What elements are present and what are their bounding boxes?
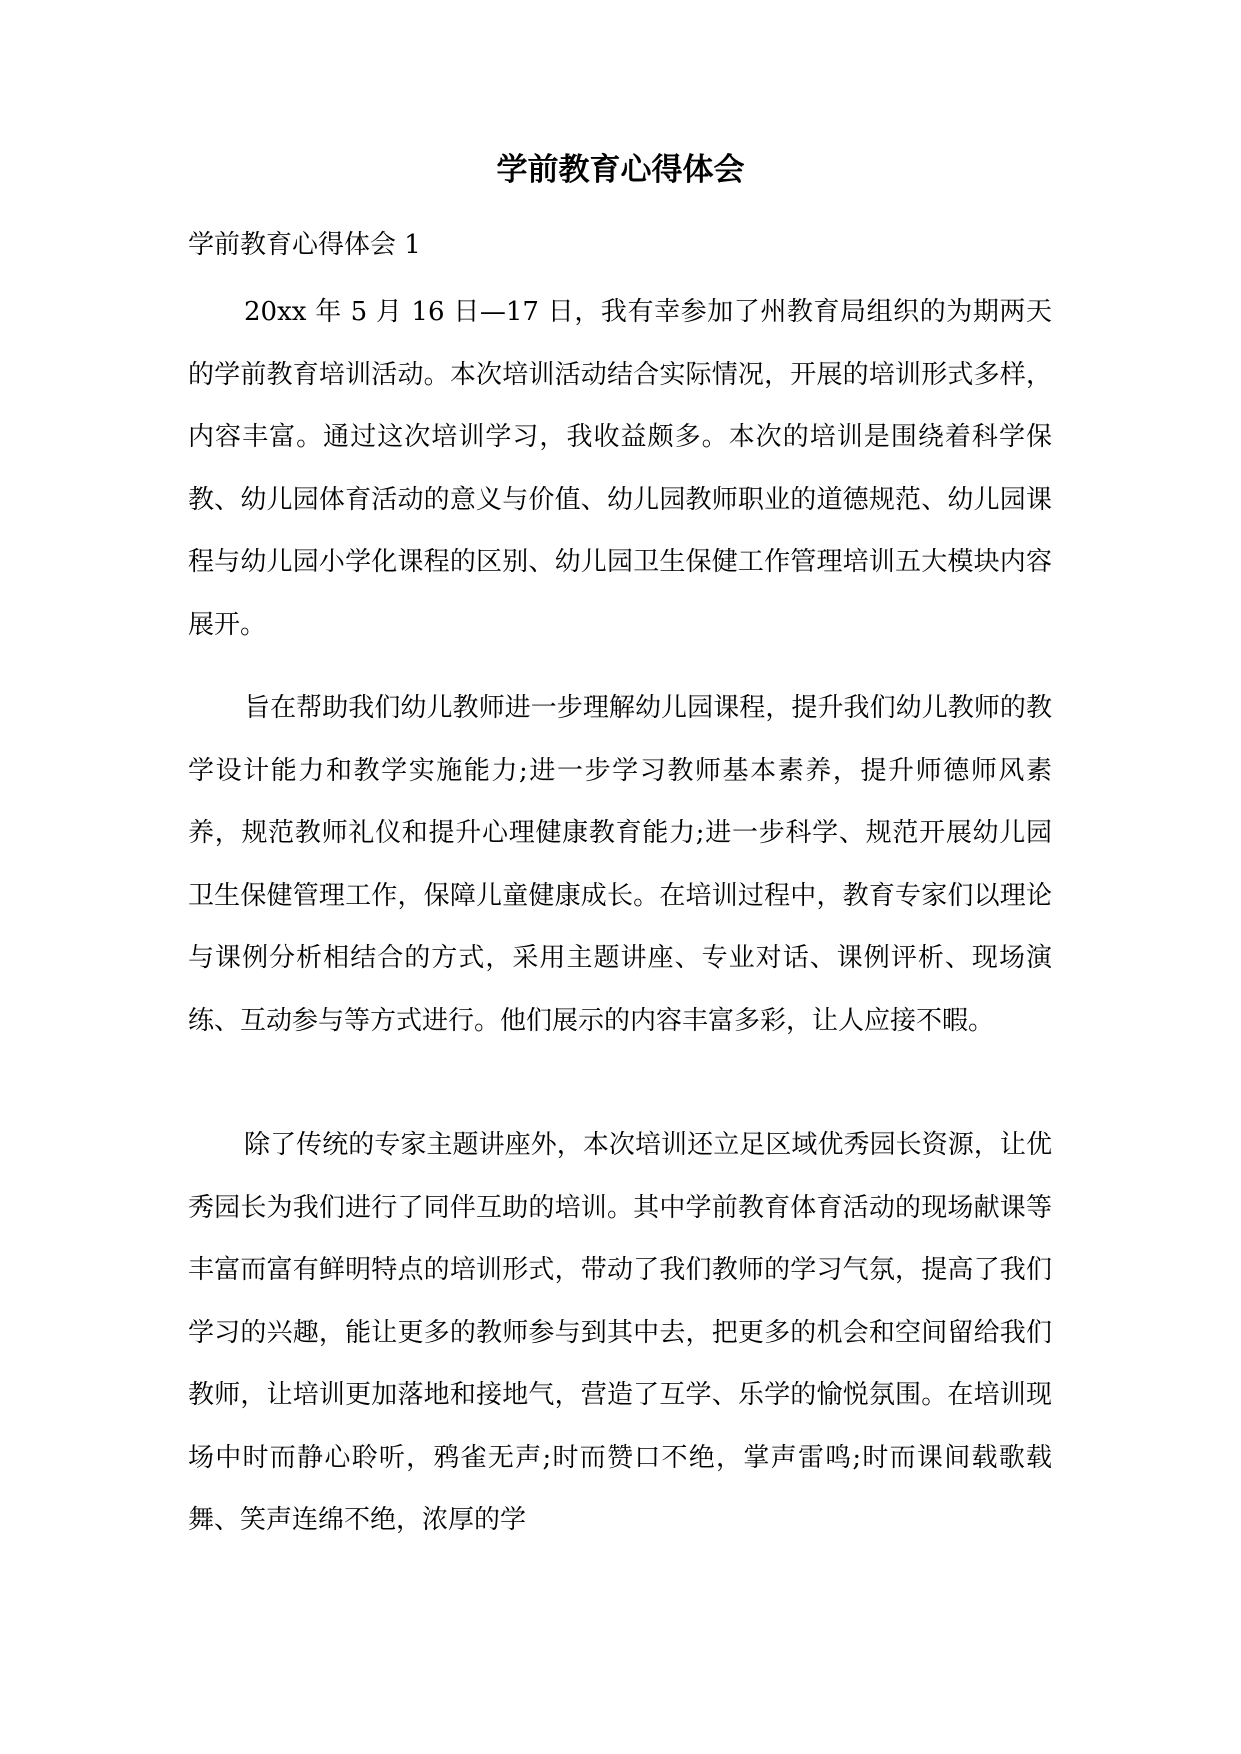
- section-heading: 学前教育心得体会 1: [188, 230, 421, 260]
- document-title: 学前教育心得体会: [496, 152, 745, 188]
- paragraph-2: 旨在帮助我们幼儿教师进一步理解幼儿园课程，提升我们幼儿教师的教学设计能力和教学实施能力;进一步学习教师基本素养，提升师德师风素养，规范教师礼仪和提升心理健康教育能力;进一步科学、规范开展幼儿园卫生保健管理工作，保障儿童健康成长。在培训过程中，教育专家们以理论与课例分析相结合的方式，采用主题讲座、专业对话、课例评析、现场演练、互动参与等方式进行。他们展示的内容丰富多彩，让人应接不暇。: [188, 693, 1052, 1036]
- paragraph-3: 除了传统的专家主题讲座外，本次培训还立足区域优秀园长资源，让优秀园长为我们进行了同伴互助的培训。其中学前教育体育活动的现场献课等丰富而富有鲜明特点的培训形式，带动了我们教师的学习气氛，提高了我们学习的兴趣，能让更多的教师参与到其中去，把更多的机会和空间留给我们教师，让培训更加落地和接地气，营造了互学、乐学的愉悦氛围。在培训现场中时而静心聆听，鸦雀无声;时而赞口不绝，掌声雷鸣;时而课间载歌载舞、笑声连绵不绝，浓厚的学: [188, 1130, 1052, 1535]
- paragraph-1: 20xx 年 5 月 16 日—17 日，我有幸参加了州教育局组织的为期两天的学前教育培训活动。本次培训活动结合实际情况，开展的培训形式多样，内容丰富。通过这次培训学习，我收益颇多。本次的培训是围绕着科学保教、幼儿园体育活动的意义与价值、幼儿园教师职业的道德规范、幼儿园课程与幼儿园小学化课程的区别、幼儿园卫生保健工作管理培训五大模块内容展开。: [188, 297, 1052, 640]
